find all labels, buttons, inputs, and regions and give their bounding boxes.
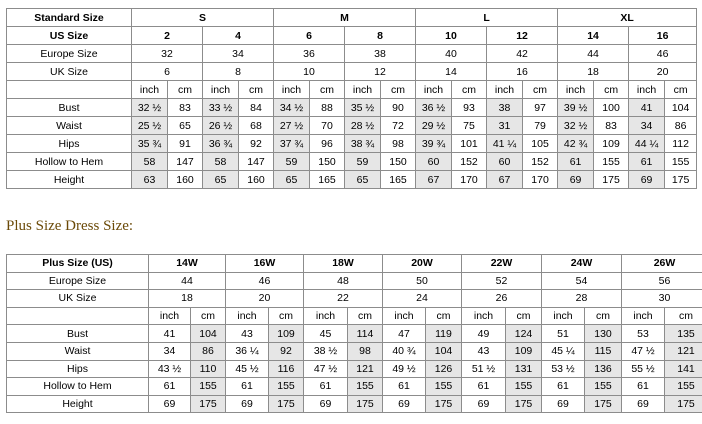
measurement-value: 155 <box>594 153 629 171</box>
europe-size-label: Europe Size <box>7 45 132 63</box>
measurement-value: 160 <box>168 171 203 189</box>
measurement-value: 86 <box>191 342 226 360</box>
us-size-label: US Size <box>7 27 132 45</box>
measurement-value: 51 ½ <box>462 360 506 378</box>
measurement-value: 105 <box>523 135 558 153</box>
measurement-value: 170 <box>523 171 558 189</box>
measurement-value: 175 <box>269 395 304 413</box>
unit-cm: cm <box>594 81 629 99</box>
measurement-value: 93 <box>452 99 487 117</box>
measurement-value: 51 <box>542 325 585 343</box>
measurement-value: 155 <box>269 378 304 396</box>
measurement-value: 53 <box>622 325 665 343</box>
measurement-label: Waist <box>7 117 132 135</box>
plus-measurement-row-hollow-to-hem <box>7 378 702 396</box>
measurement-value: 72 <box>381 117 416 135</box>
measurement-value: 61 <box>226 378 269 396</box>
measurement-value: 69 <box>149 395 191 413</box>
measurement-value: 152 <box>523 153 558 171</box>
measurement-value: 101 <box>452 135 487 153</box>
measurement-value: 38 ¾ <box>345 135 381 153</box>
plus-uk-cell: 20 <box>226 290 304 308</box>
size-group-l: L <box>416 9 558 27</box>
measurement-value: 104 <box>665 99 697 117</box>
measurement-label: Waist <box>7 342 149 360</box>
unit-cm: cm <box>168 81 203 99</box>
unit-inch: inch <box>345 81 381 99</box>
plus-uk-label: UK Size <box>7 290 149 308</box>
unit-row <box>7 81 697 99</box>
uk-size-row <box>7 63 697 81</box>
measurement-value: 47 ½ <box>304 360 348 378</box>
measurement-value: 119 <box>426 325 462 343</box>
uk-size-cell: 6 <box>132 63 203 81</box>
measurement-value: 34 <box>629 117 665 135</box>
unit-cm: cm <box>269 307 304 325</box>
plus-measurement-row-height <box>7 395 702 413</box>
standard-size-table <box>6 8 697 189</box>
measurement-value: 60 <box>487 153 523 171</box>
unit-cm: cm <box>426 307 462 325</box>
unit-inch: inch <box>304 307 348 325</box>
uk-size-cell: 14 <box>416 63 487 81</box>
measurement-value: 104 <box>426 342 462 360</box>
measurement-value: 35 ½ <box>345 99 381 117</box>
measurement-value: 121 <box>348 360 383 378</box>
measurement-value: 92 <box>239 135 274 153</box>
measurement-value: 45 ½ <box>226 360 269 378</box>
europe-size-cell: 40 <box>416 45 487 63</box>
unit-row-blank <box>7 81 132 99</box>
measurement-value: 69 <box>542 395 585 413</box>
plus-size-22w: 22W <box>462 255 542 273</box>
us-size-row <box>7 27 697 45</box>
measurement-value: 38 ½ <box>304 342 348 360</box>
corner-label: Standard Size <box>7 9 132 27</box>
plus-uk-cell: 26 <box>462 290 542 308</box>
us-size-cell: 14 <box>558 27 629 45</box>
measurement-value: 100 <box>594 99 629 117</box>
unit-inch: inch <box>622 307 665 325</box>
measurement-value: 70 <box>310 117 345 135</box>
measurement-value: 109 <box>594 135 629 153</box>
uk-size-cell: 16 <box>487 63 558 81</box>
measurement-value: 33 ½ <box>203 99 239 117</box>
size-group-xl: XL <box>558 9 697 27</box>
measurement-value: 65 <box>345 171 381 189</box>
measurement-value: 175 <box>426 395 462 413</box>
measurement-value: 90 <box>381 99 416 117</box>
measurement-label: Bust <box>7 325 149 343</box>
uk-size-cell: 20 <box>629 63 697 81</box>
measurement-value: 36 ½ <box>416 99 452 117</box>
measurement-value: 84 <box>239 99 274 117</box>
plus-unit-row-blank <box>7 307 149 325</box>
measurement-value: 55 ½ <box>622 360 665 378</box>
unit-inch: inch <box>226 307 269 325</box>
europe-size-cell: 44 <box>558 45 629 63</box>
measurement-value: 43 <box>226 325 269 343</box>
unit-inch: inch <box>383 307 426 325</box>
unit-cm: cm <box>239 81 274 99</box>
unit-inch: inch <box>416 81 452 99</box>
unit-cm: cm <box>665 81 697 99</box>
measurement-value: 69 <box>226 395 269 413</box>
measurement-label: Hollow to Hem <box>7 378 149 396</box>
measurement-value: 45 <box>304 325 348 343</box>
europe-size-cell: 34 <box>203 45 274 63</box>
measurement-value: 61 <box>304 378 348 396</box>
measurement-value: 61 <box>383 378 426 396</box>
unit-inch: inch <box>487 81 523 99</box>
measurement-value: 97 <box>523 99 558 117</box>
plus-size-row <box>7 255 702 273</box>
unit-inch: inch <box>274 81 310 99</box>
measurement-value: 110 <box>191 360 226 378</box>
measurement-label: Height <box>7 395 149 413</box>
europe-size-cell: 46 <box>629 45 697 63</box>
measurement-value: 136 <box>585 360 622 378</box>
measurement-value: 165 <box>381 171 416 189</box>
measurement-value: 175 <box>594 171 629 189</box>
measurement-value: 147 <box>168 153 203 171</box>
plus-uk-cell: 30 <box>622 290 702 308</box>
measurement-value: 47 <box>383 325 426 343</box>
unit-cm: cm <box>523 81 558 99</box>
plus-size-14w: 14W <box>149 255 226 273</box>
measurement-value: 39 ½ <box>558 99 594 117</box>
plus-size-20w: 20W <box>383 255 462 273</box>
unit-inch: inch <box>149 307 191 325</box>
measurement-value: 91 <box>168 135 203 153</box>
measurement-value: 27 ½ <box>274 117 310 135</box>
measurement-value: 35 ¾ <box>132 135 168 153</box>
measurement-value: 112 <box>665 135 697 153</box>
measurement-row-waist <box>7 117 697 135</box>
measurement-value: 150 <box>381 153 416 171</box>
measurement-label: Height <box>7 171 132 189</box>
measurement-value: 67 <box>487 171 523 189</box>
measurement-value: 96 <box>310 135 345 153</box>
plus-europe-cell: 48 <box>304 272 383 290</box>
us-size-cell: 6 <box>274 27 345 45</box>
unit-cm: cm <box>585 307 622 325</box>
measurement-value: 155 <box>348 378 383 396</box>
measurement-value: 49 ½ <box>383 360 426 378</box>
measurement-value: 59 <box>274 153 310 171</box>
measurement-value: 79 <box>523 117 558 135</box>
measurement-value: 160 <box>239 171 274 189</box>
europe-size-row <box>7 45 697 63</box>
measurement-value: 34 <box>149 342 191 360</box>
measurement-value: 155 <box>665 378 702 396</box>
europe-size-cell: 32 <box>132 45 203 63</box>
measurement-label: Hollow to Hem <box>7 153 132 171</box>
unit-inch: inch <box>542 307 585 325</box>
measurement-value: 152 <box>452 153 487 171</box>
measurement-value: 26 ½ <box>203 117 239 135</box>
measurement-value: 155 <box>665 153 697 171</box>
measurement-value: 69 <box>383 395 426 413</box>
measurement-value: 65 <box>203 171 239 189</box>
measurement-value: 150 <box>310 153 345 171</box>
unit-inch: inch <box>558 81 594 99</box>
plus-size-26w: 26W <box>622 255 702 273</box>
unit-inch: inch <box>203 81 239 99</box>
us-size-cell: 8 <box>345 27 416 45</box>
measurement-label: Hips <box>7 135 132 153</box>
measurement-value: 41 <box>629 99 665 117</box>
measurement-row-bust <box>7 99 697 117</box>
measurement-value: 83 <box>168 99 203 117</box>
uk-size-cell: 12 <box>345 63 416 81</box>
measurement-value: 31 <box>487 117 523 135</box>
measurement-value: 126 <box>426 360 462 378</box>
measurement-value: 61 <box>542 378 585 396</box>
measurement-value: 69 <box>622 395 665 413</box>
us-size-cell: 4 <box>203 27 274 45</box>
measurement-value: 28 ½ <box>345 117 381 135</box>
size-group-row <box>7 9 697 27</box>
measurement-value: 109 <box>269 325 304 343</box>
measurement-value: 65 <box>168 117 203 135</box>
measurement-value: 130 <box>585 325 622 343</box>
measurement-value: 69 <box>462 395 506 413</box>
measurement-value: 39 ¾ <box>416 135 452 153</box>
plus-uk-cell: 28 <box>542 290 622 308</box>
measurement-value: 59 <box>345 153 381 171</box>
measurement-value: 165 <box>310 171 345 189</box>
measurement-value: 61 <box>622 378 665 396</box>
measurement-value: 175 <box>506 395 542 413</box>
plus-size-24w: 24W <box>542 255 622 273</box>
measurement-value: 61 <box>462 378 506 396</box>
unit-cm: cm <box>665 307 702 325</box>
plus-europe-label: Europe Size <box>7 272 149 290</box>
plus-size-table <box>6 254 702 413</box>
measurement-value: 69 <box>558 171 594 189</box>
measurement-value: 34 ½ <box>274 99 310 117</box>
size-group-s: S <box>132 9 274 27</box>
unit-cm: cm <box>381 81 416 99</box>
measurement-label: Hips <box>7 360 149 378</box>
measurement-value: 175 <box>585 395 622 413</box>
plus-europe-cell: 56 <box>622 272 702 290</box>
measurement-value: 65 <box>274 171 310 189</box>
measurement-value: 155 <box>426 378 462 396</box>
unit-cm: cm <box>191 307 226 325</box>
measurement-value: 69 <box>304 395 348 413</box>
unit-inch: inch <box>132 81 168 99</box>
us-size-cell: 16 <box>629 27 697 45</box>
plus-size-title: Plus Size Dress Size: <box>6 218 134 234</box>
measurement-value: 104 <box>191 325 226 343</box>
measurement-value: 147 <box>239 153 274 171</box>
uk-size-cell: 18 <box>558 63 629 81</box>
plus-uk-cell: 22 <box>304 290 383 308</box>
measurement-value: 61 <box>629 153 665 171</box>
us-size-cell: 10 <box>416 27 487 45</box>
measurement-value: 155 <box>585 378 622 396</box>
unit-cm: cm <box>348 307 383 325</box>
measurement-row-hollow-to-hem <box>7 153 697 171</box>
us-size-cell: 12 <box>487 27 558 45</box>
measurement-value: 61 <box>558 153 594 171</box>
measurement-value: 61 <box>149 378 191 396</box>
unit-cm: cm <box>310 81 345 99</box>
measurement-value: 155 <box>506 378 542 396</box>
measurement-value: 83 <box>594 117 629 135</box>
uk-size-cell: 10 <box>274 63 345 81</box>
measurement-value: 116 <box>269 360 304 378</box>
measurement-value: 37 ¾ <box>274 135 310 153</box>
size-group-m: M <box>274 9 416 27</box>
measurement-value: 175 <box>348 395 383 413</box>
measurement-value: 109 <box>506 342 542 360</box>
measurement-value: 58 <box>132 153 168 171</box>
measurement-value: 43 ½ <box>149 360 191 378</box>
measurement-value: 42 ¾ <box>558 135 594 153</box>
measurement-value: 29 ½ <box>416 117 452 135</box>
plus-europe-cell: 44 <box>149 272 226 290</box>
plus-uk-cell: 18 <box>149 290 226 308</box>
measurement-value: 98 <box>381 135 416 153</box>
measurement-value: 131 <box>506 360 542 378</box>
measurement-label: Bust <box>7 99 132 117</box>
measurement-value: 32 ½ <box>132 99 168 117</box>
measurement-value: 67 <box>416 171 452 189</box>
measurement-value: 32 ½ <box>558 117 594 135</box>
plus-europe-cell: 52 <box>462 272 542 290</box>
measurement-value: 175 <box>665 171 697 189</box>
europe-size-cell: 38 <box>345 45 416 63</box>
measurement-value: 121 <box>665 342 702 360</box>
europe-size-cell: 42 <box>487 45 558 63</box>
measurement-value: 170 <box>452 171 487 189</box>
measurement-value: 88 <box>310 99 345 117</box>
measurement-value: 41 ¼ <box>487 135 523 153</box>
plus-measurement-row-waist <box>7 342 702 360</box>
measurement-value: 43 <box>462 342 506 360</box>
unit-cm: cm <box>452 81 487 99</box>
plus-unit-row <box>7 307 702 325</box>
measurement-value: 60 <box>416 153 452 171</box>
measurement-value: 36 ¼ <box>226 342 269 360</box>
measurement-value: 114 <box>348 325 383 343</box>
measurement-value: 41 <box>149 325 191 343</box>
europe-size-cell: 36 <box>274 45 345 63</box>
measurement-value: 75 <box>452 117 487 135</box>
measurement-row-height <box>7 171 697 189</box>
measurement-value: 40 ¾ <box>383 342 426 360</box>
plus-size-18w: 18W <box>304 255 383 273</box>
measurement-value: 124 <box>506 325 542 343</box>
measurement-value: 58 <box>203 153 239 171</box>
measurement-value: 175 <box>665 395 702 413</box>
measurement-value: 44 ¼ <box>629 135 665 153</box>
unit-cm: cm <box>506 307 542 325</box>
uk-size-label: UK Size <box>7 63 132 81</box>
uk-size-cell: 8 <box>203 63 274 81</box>
plus-europe-cell: 50 <box>383 272 462 290</box>
measurement-value: 98 <box>348 342 383 360</box>
measurement-value: 155 <box>191 378 226 396</box>
measurement-value: 49 <box>462 325 506 343</box>
measurement-value: 92 <box>269 342 304 360</box>
measurement-row-hips <box>7 135 697 153</box>
measurement-value: 45 ¼ <box>542 342 585 360</box>
measurement-value: 115 <box>585 342 622 360</box>
plus-corner-label: Plus Size (US) <box>7 255 149 273</box>
measurement-value: 38 <box>487 99 523 117</box>
measurement-value: 53 ½ <box>542 360 585 378</box>
measurement-value: 86 <box>665 117 697 135</box>
us-size-cell: 2 <box>132 27 203 45</box>
plus-europe-cell: 46 <box>226 272 304 290</box>
measurement-value: 141 <box>665 360 702 378</box>
plus-measurement-row-hips <box>7 360 702 378</box>
measurement-value: 135 <box>665 325 702 343</box>
unit-inch: inch <box>629 81 665 99</box>
measurement-value: 68 <box>239 117 274 135</box>
plus-uk-cell: 24 <box>383 290 462 308</box>
measurement-value: 63 <box>132 171 168 189</box>
measurement-value: 36 ¾ <box>203 135 239 153</box>
plus-size-16w: 16W <box>226 255 304 273</box>
measurement-value: 47 ½ <box>622 342 665 360</box>
measurement-value: 25 ½ <box>132 117 168 135</box>
plus-measurement-row-bust <box>7 325 702 343</box>
measurement-value: 175 <box>191 395 226 413</box>
unit-inch: inch <box>462 307 506 325</box>
plus-europe-row <box>7 272 702 290</box>
measurement-value: 69 <box>629 171 665 189</box>
plus-uk-row <box>7 290 702 308</box>
plus-europe-cell: 54 <box>542 272 622 290</box>
